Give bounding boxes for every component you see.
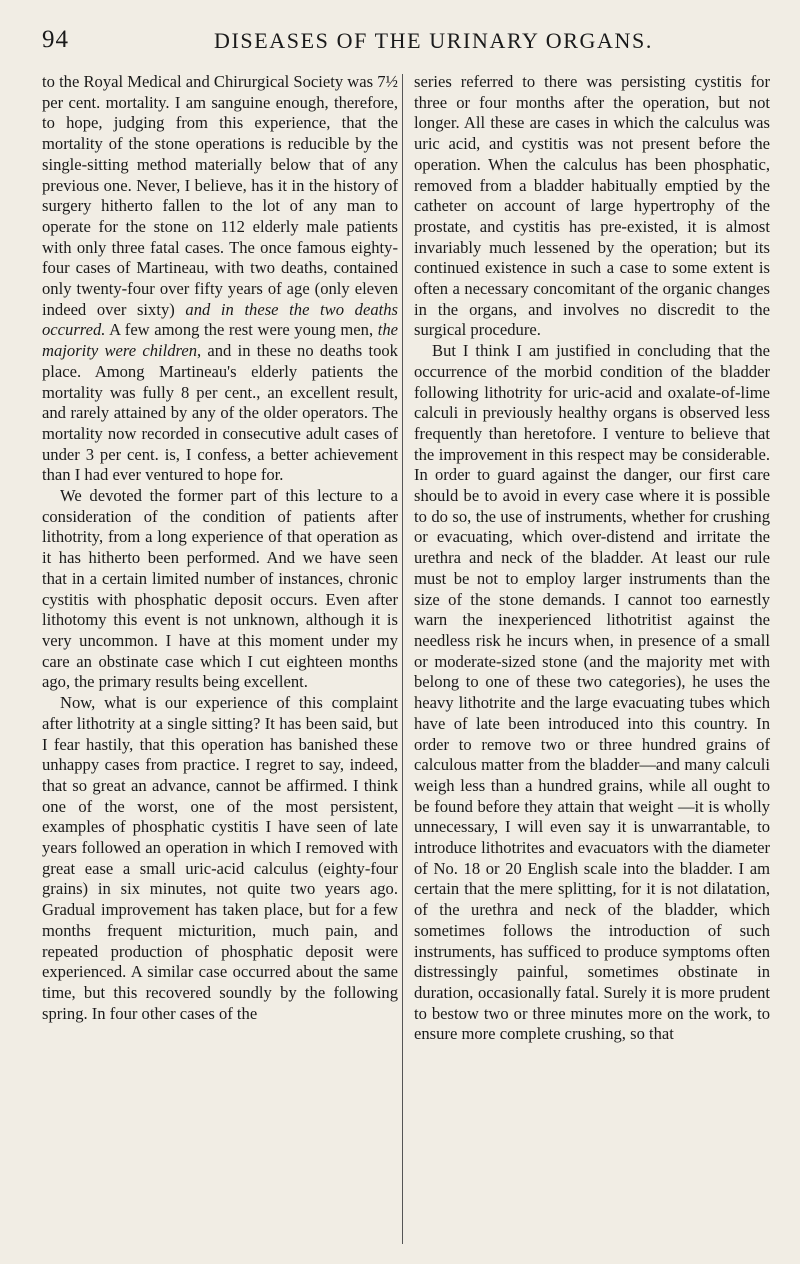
italic-text: the majority were children: [42, 320, 398, 361]
column-divider: [402, 74, 403, 1244]
text-run: But I think I am justified in concluding that the occurrence of the morbid condition of the bladder following lithotrity for uric-acid and oxalate-of-lime calculi in previously healthy organs is observed less frequently than heretofore. I venture to believe that the improvement in this respect may be considerable. In order to guard against the danger, our first care should be to avoid in every case where it is possible to do so, the use of instruments, whether for crushing or evacuating, which over-distend and irritate the urethra and neck of the bladder. At least our rule must be not to employ larger instruments than the size of the stone demands. I cannot too earnestly warn the inexperienced lithotritist against the needless risk he incurs when, in presence of a small or moderate-sized stone (and the majority met with belong to one of these two categories), he uses the heavy lithotrite and the large evacuating tubes which have of late been introduced into this country. In order to remove two or three hundred grains of calculous matter from the bladder—and many calculi weigh less than a hundred grains, while all ought to be found before they attain that weight —it is wholly unnecessary, I will even say it is unwarrantable, to introduce lithotrites and evacuators with the diameter of No. 18 or 20 English scale into the bladder. I am certain that the mere splitting, for it is not dilatation, of the urethra and neck of the bladder, which sometimes follows the introduction of such instruments, has sufficed to produce symptoms often distressingly painful, sometimes obstinate in duration, occasionally fatal. Surely it is more prudent to bestow two or three minutes more on the work, to ensure more complete crushing, so that: [414, 341, 770, 1044]
right-paragraph: [414, 341, 770, 1045]
running-head: DISEASES OF THE URINARY ORGANS.: [214, 28, 653, 53]
left-text-column: [42, 72, 398, 1024]
text-run: series referred to there was persisting cystitis for three or four months after the operation, but not longer. All these are cases in which the calculus was uric acid, and cystitis was not present before the operation. When the calculus has been phosphatic, removed from a bladder habitually emptied by the catheter on account of large hypertrophy of the prostate, and cystitis has pre-existed, it is almost invariably much lessened by the operation; but its continued existence in such a case to some extent is often a necessary concomitant of the organic changes in the organs, and involves no discredit to the surgical procedure.: [414, 72, 770, 340]
right-text-column: [414, 72, 770, 1045]
page-number: 94: [42, 26, 69, 53]
text-run: to the Royal Medical and Chirurgical Society was 7½ per cent. mortality. I am sanguine enough, therefore, to hope, judging from this experience, that the mortality of the stone operations is reducible by the single-sitting method materially below that of any previous one. Never, I believe, has it in the history of surgery hitherto fallen to the lot of any man to operate for the stone on 112 elderly male patients with only three fatal cases. The once famous eighty-four cases of Martineau, with two deaths, contained only twenty-four over fifty years of age (only eleven indeed over sixty): [42, 72, 398, 319]
text-run: A few among the rest were young men,: [105, 320, 378, 340]
left-paragraph: [42, 486, 398, 693]
right-paragraph: [414, 72, 770, 341]
left-paragraph: [42, 693, 398, 1024]
italic-text: and in these the two deaths occurred.: [42, 299, 398, 340]
text-run: Now, what is our experience of this complaint after lithotrity at a single sitting? It has been said, but I fear hastily, that this operation has banished these unhappy cases from practice. I regret to say, indeed, that so great an advance, cannot be affirmed. I think one of the worst, one of the most persistent, examples of phosphatic cystitis I have seen of late years followed an operation in which I removed with great ease a small uric-acid calculus (eighty-four grains) in six minutes, not quite two years ago. Gradual improvement has taken place, but for a few months frequent micturition, much pain, and repeated production of phosphatic deposit were experienced. A similar case occurred about the same time, but this recovered soundly by the following spring. In four other cases of the: [42, 693, 398, 1023]
text-run: We devoted the former part of this lecture to a consideration of the condition of patients after lithotrity, from a long experience of that operation as it has hitherto been performed. And we have seen that in a certain limited number of instances, chronic cystitis with phosphatic deposit occurs. Even after lithotomy this event is not unknown, although it is very uncommon. I have at this moment under my care an obstinate case which I cut eighteen months ago, the primary results being excellent.: [42, 486, 398, 692]
text-run: , and in these no deaths took place. Among Martineau's elderly patients the mortality was fully 8 per cent., an excellent result, and rarely attained by any of the older operators. The mortality now recorded in consecutive adult cases of under 3 per cent. is, I confess, a better achievement than I had ever ventured to hope for.: [42, 341, 398, 485]
page-header: [42, 26, 777, 56]
left-paragraph: [42, 72, 398, 486]
